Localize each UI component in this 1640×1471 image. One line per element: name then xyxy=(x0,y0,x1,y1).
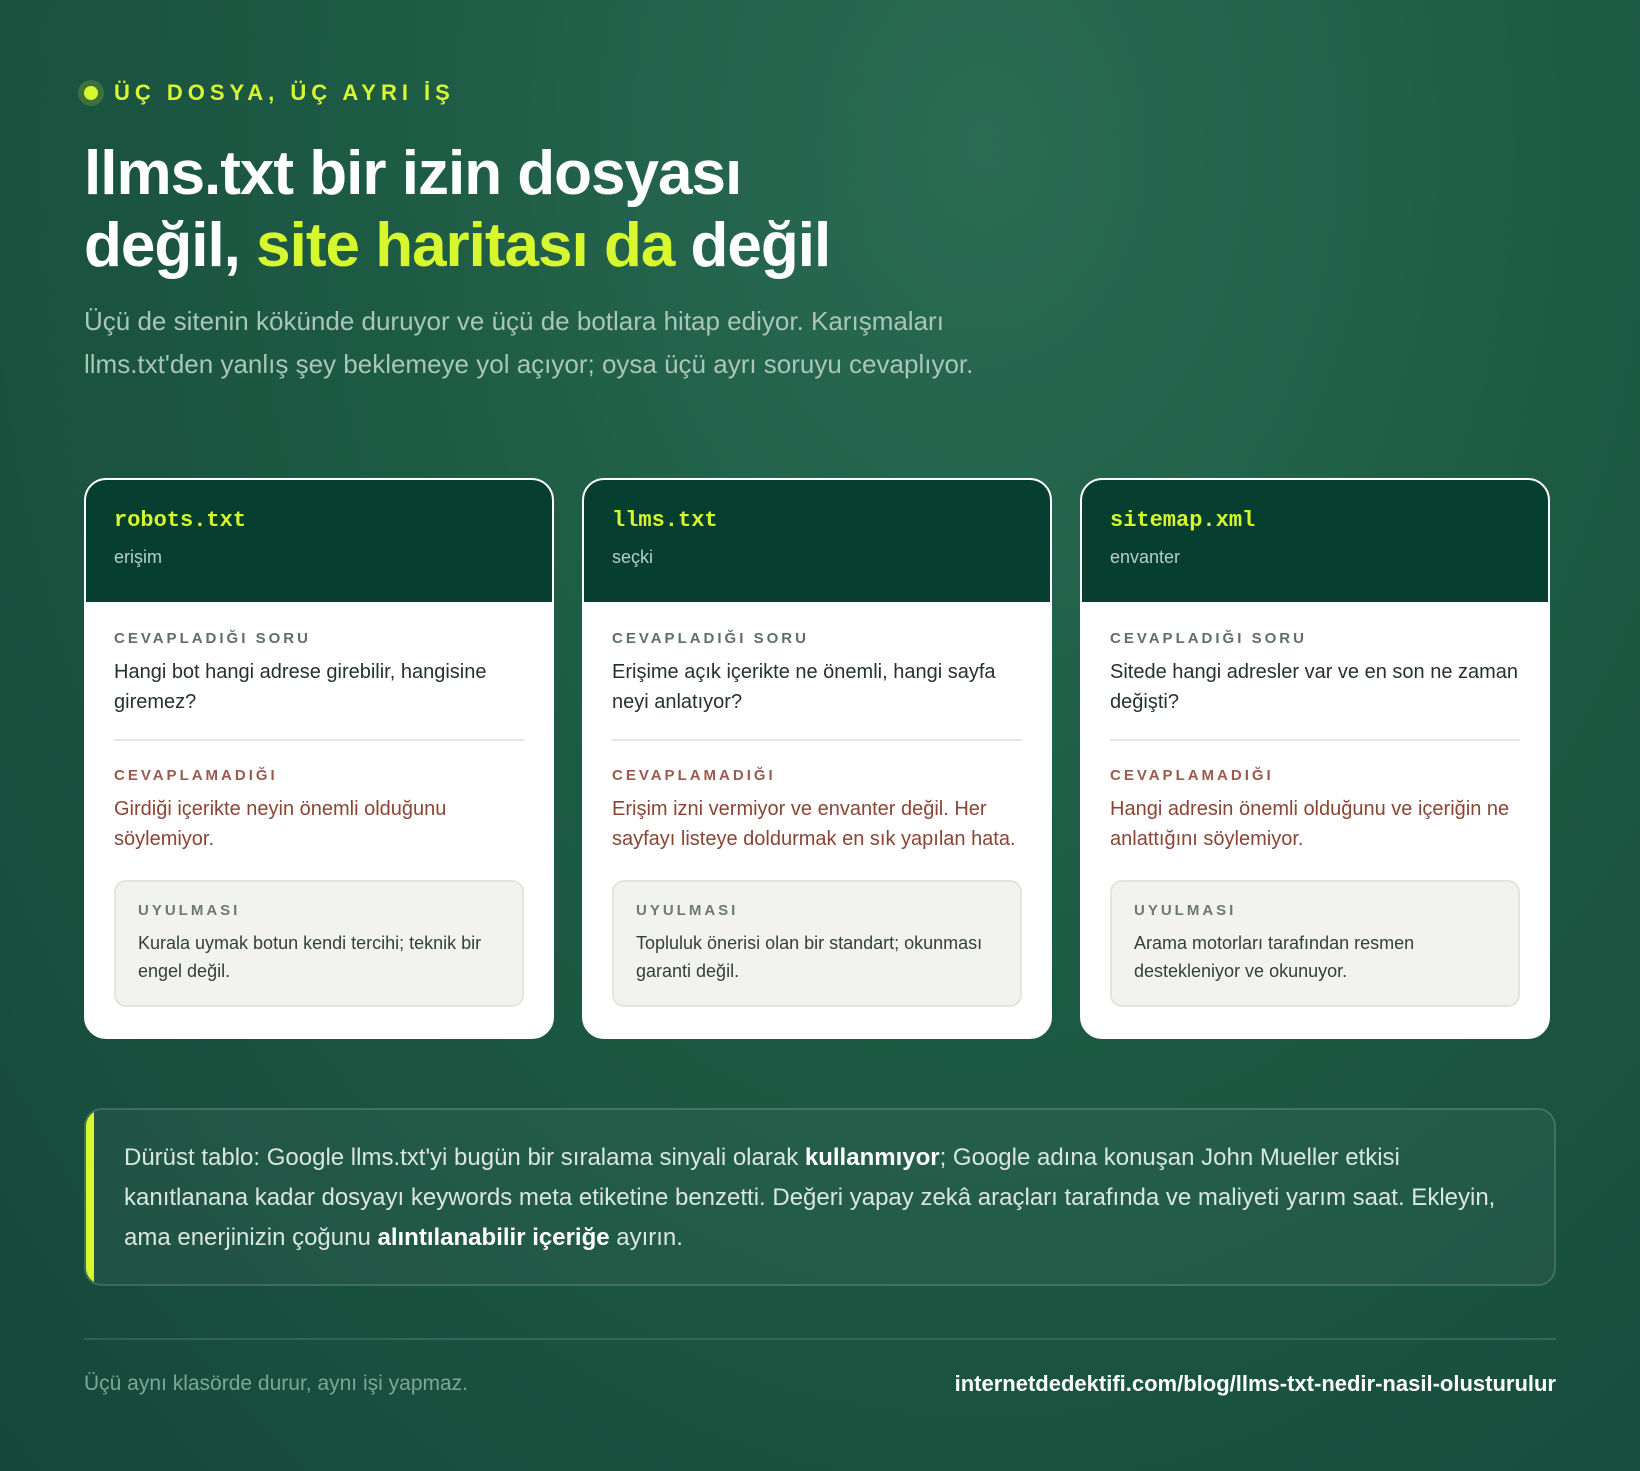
not-answers-label: CEVAPLAMADIĞI xyxy=(1110,767,1274,784)
card-filename: llms.txt xyxy=(612,508,718,533)
card-sitemap-xml xyxy=(1080,478,1550,1039)
card-body xyxy=(1082,602,1548,1037)
card-llms-txt xyxy=(582,478,1052,1039)
answers-label: CEVAPLADIĞI SORU xyxy=(612,630,809,647)
answered-question: Hangi bot hangi adrese girebilir, hangisine giremez? xyxy=(114,661,487,713)
note-part-3: ayırın. xyxy=(609,1224,683,1251)
answered-question: Erişime açık içerikte ne önemli, hangi sayfa neyi anlatıyor? xyxy=(612,661,996,713)
card-header xyxy=(584,480,1050,602)
bullet-dot-icon xyxy=(84,86,98,100)
card-body xyxy=(584,602,1050,1037)
title-line-2-end: değil xyxy=(674,211,831,280)
title-line-2 xyxy=(84,210,830,282)
compliance-box xyxy=(114,880,524,1007)
compliance-box xyxy=(1110,880,1520,1007)
footer-divider xyxy=(84,1338,1556,1340)
card-role: seçki xyxy=(612,547,654,567)
card-role: erişim xyxy=(114,547,162,567)
note-part-1: Dürüst tablo: Google llms.txt'yi bugün bir sıralama sinyali olarak xyxy=(124,1144,805,1171)
card-filename: robots.txt xyxy=(114,508,247,533)
card-filename: sitemap.xml xyxy=(1110,508,1256,533)
compliance-label: UYULMASI xyxy=(138,902,241,919)
compliance-text: Arama motorları tarafından resmen destekleniyor ve okunuyor. xyxy=(1134,933,1415,981)
page-title xyxy=(84,138,830,282)
card-header xyxy=(1082,480,1548,602)
footer-url-link[interactable]: internetdedektifi.com/blog/llms-txt-nedir-nasil-olusturulur xyxy=(954,1371,1556,1396)
title-line-2-start: değil, xyxy=(84,211,257,280)
accent-bar xyxy=(86,1110,94,1284)
divider xyxy=(1110,739,1520,741)
note-part-2: ; Google adına konuşan John Mueller etkisi kanıtlanana kadar dosyayı keywords meta etiketine benzetti. Değeri yapay zekâ araçları tarafında ve maliyeti yarım saat. Ekleyin, ama enerjinizin çoğunu xyxy=(124,1144,1496,1251)
not-answered-text: Erişim izni vermiyor ve envanter değil. Her sayfayı listeye doldurmak en sık yapılan hata. xyxy=(612,798,1016,850)
divider xyxy=(114,739,524,741)
card-list xyxy=(84,478,1550,1039)
note-text xyxy=(124,1138,1504,1258)
answered-question: Sitede hangi adresler var ve en son ne zaman değişti? xyxy=(1110,661,1519,713)
compliance-text: Kurala uymak botun kendi tercihi; teknik bir engel değil. xyxy=(138,933,482,981)
lead-paragraph: Üçü de sitenin kökünde duruyor ve üçü de botlara hitap ediyor. Karışmaları llms.txt'den yanlış şey beklemeye yol açıyor; oysa üçü ayrı soruyu cevaplıyor. xyxy=(84,306,974,379)
note-bold-1: kullanmıyor xyxy=(804,1144,940,1171)
title-highlight: site haritası da xyxy=(256,211,675,280)
card-robots-txt xyxy=(84,478,554,1039)
not-answered-text: Girdiği içerikte neyin önemli olduğunu söylemiyor. xyxy=(114,798,447,850)
footer-tagline: Üçü aynı klasörde durur, aynı işi yapmaz. xyxy=(84,1372,469,1395)
eyebrow xyxy=(84,80,455,106)
answers-label: CEVAPLADIĞI SORU xyxy=(114,630,311,647)
not-answered-text: Hangi adresin önemli olduğunu ve içeriğin ne anlattığını söylemiyor. xyxy=(1110,798,1510,850)
compliance-label: UYULMASI xyxy=(1134,902,1237,919)
answers-label: CEVAPLADIĞI SORU xyxy=(1110,630,1307,647)
compliance-box xyxy=(612,880,1022,1007)
compliance-label: UYULMASI xyxy=(636,902,739,919)
not-answers-label: CEVAPLAMADIĞI xyxy=(612,767,776,784)
note-bold-2: alıntılanabilir içeriğe xyxy=(377,1224,610,1251)
not-answers-label: CEVAPLAMADIĞI xyxy=(114,767,278,784)
compliance-text: Topluluk önerisi olan bir standart; okunması garanti değil. xyxy=(636,933,983,981)
divider xyxy=(612,739,1022,741)
eyebrow-text: ÜÇ DOSYA, ÜÇ AYRI İŞ xyxy=(114,80,455,105)
card-role: envanter xyxy=(1110,547,1181,567)
honest-summary-note xyxy=(84,1108,1556,1286)
title-line-1: llms.txt bir izin dosyası xyxy=(84,139,742,208)
card-header xyxy=(86,480,552,602)
card-body xyxy=(86,602,552,1037)
